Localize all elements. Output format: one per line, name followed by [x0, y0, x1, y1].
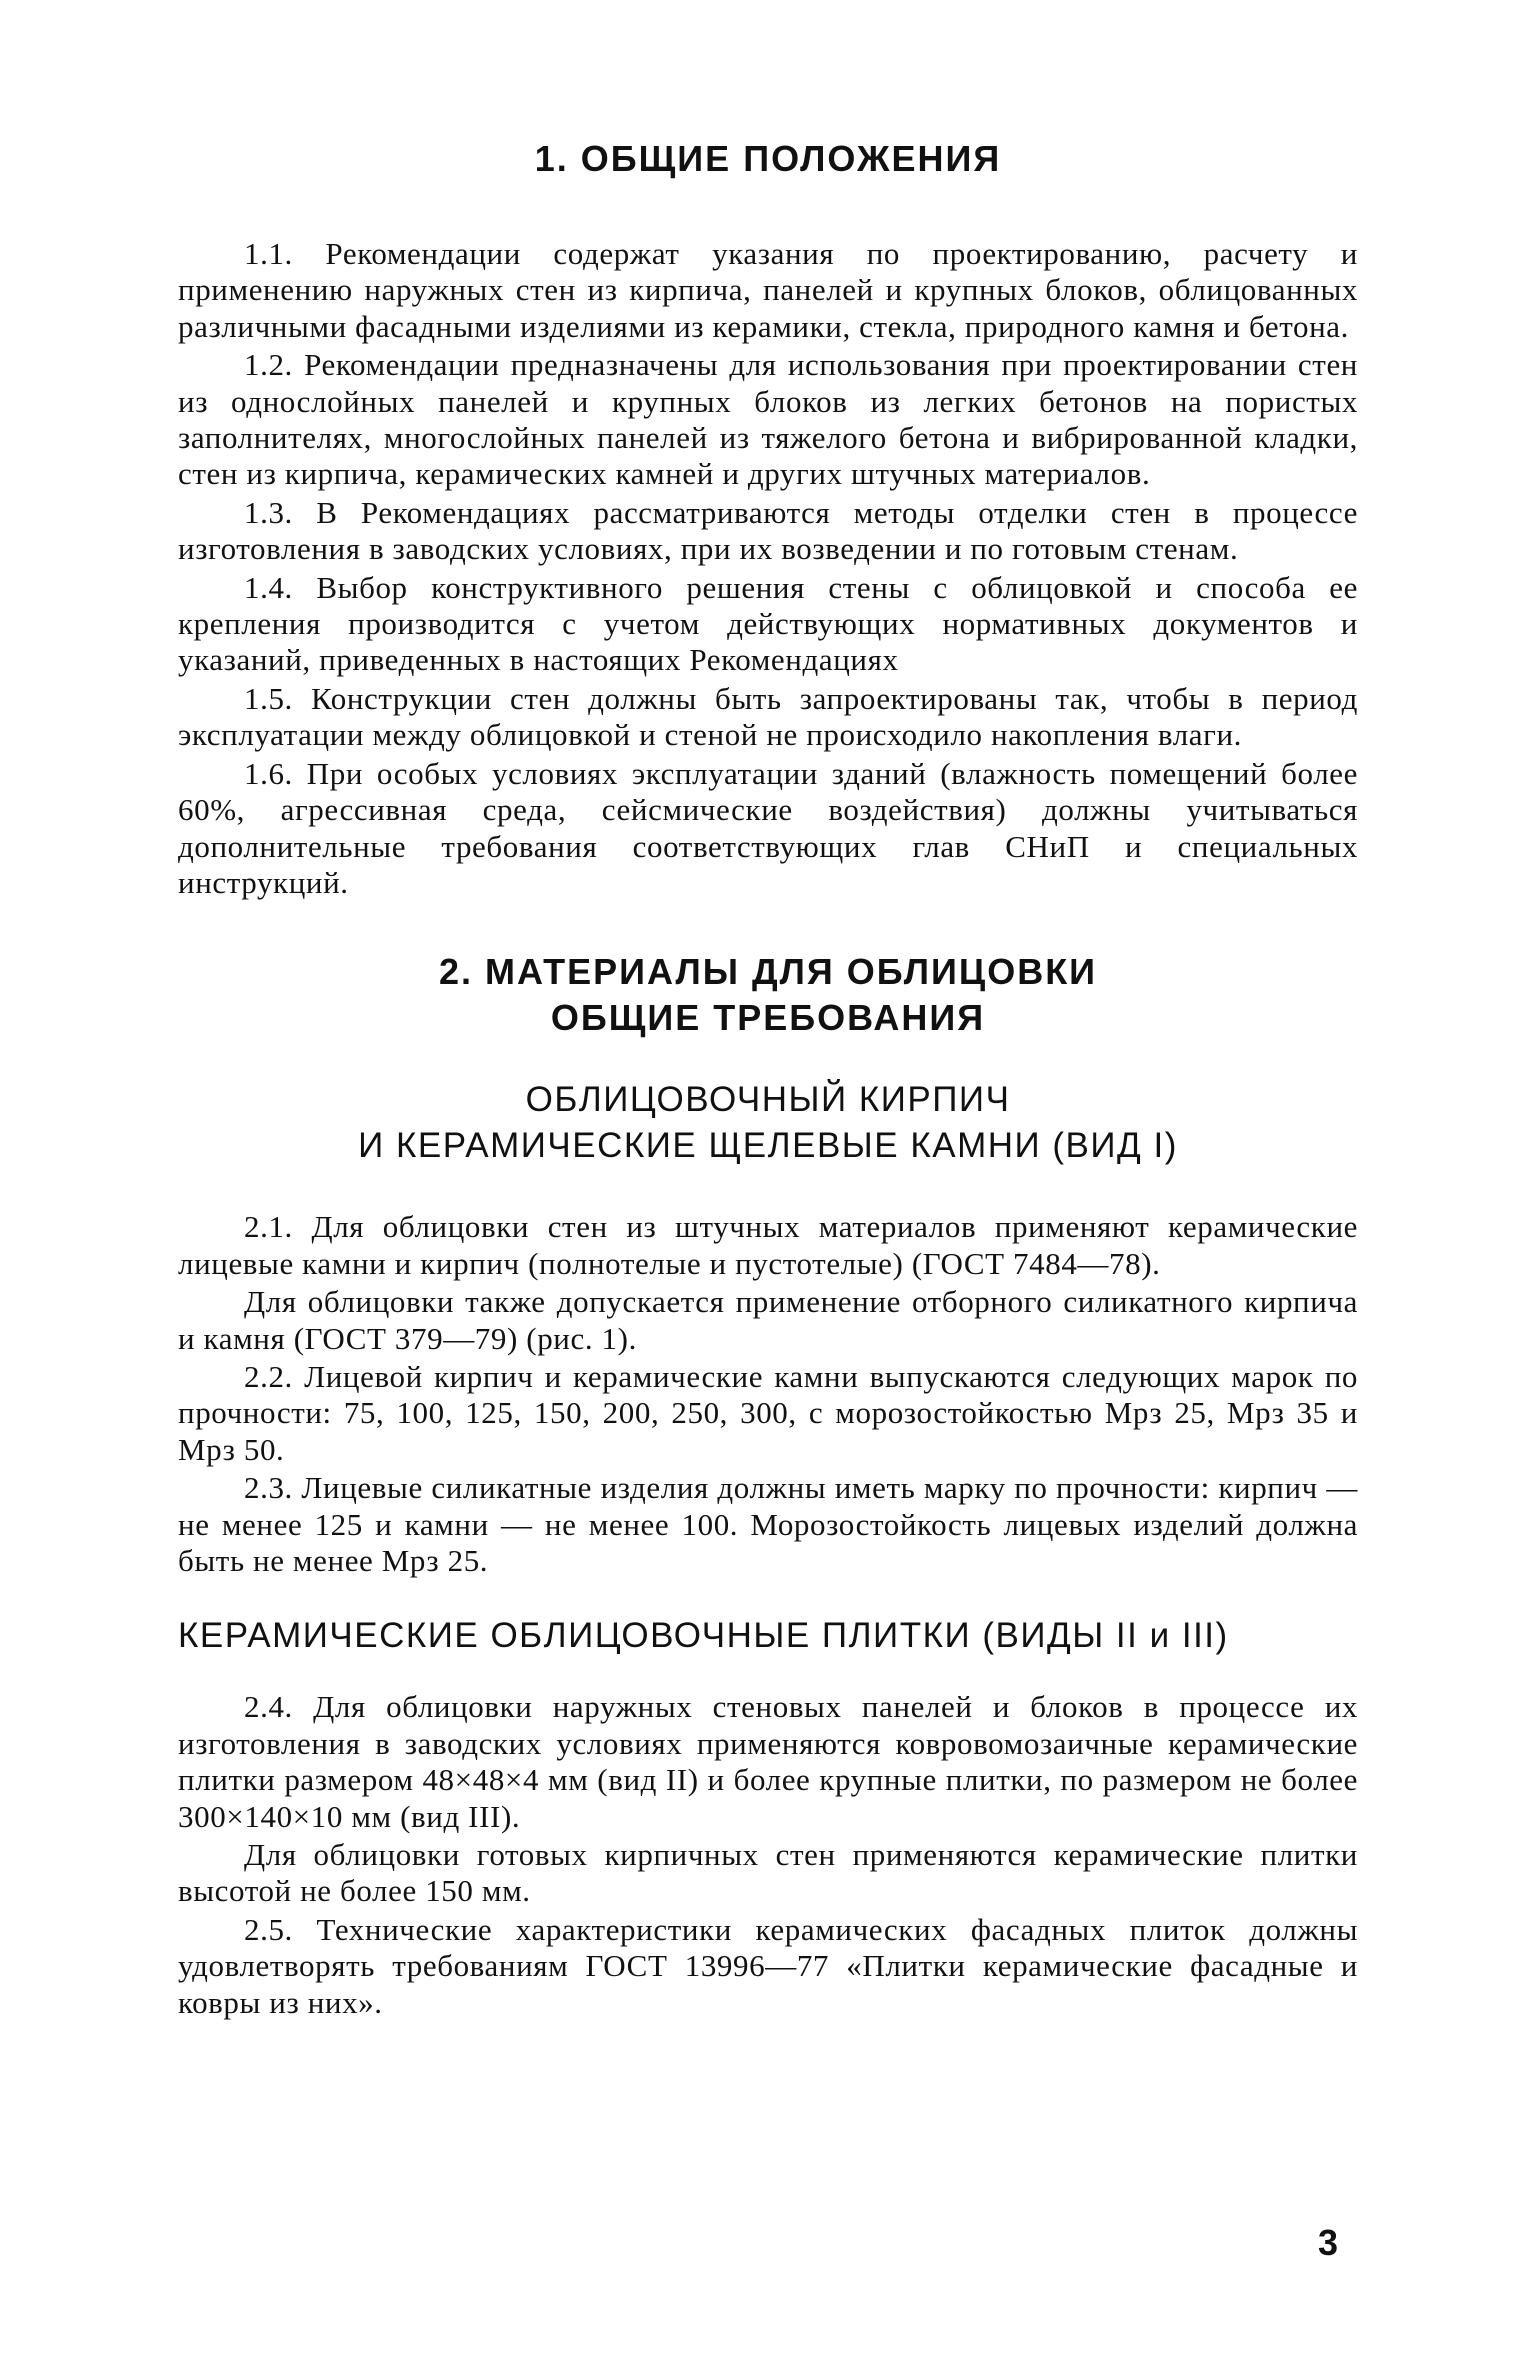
subsection-tiles-body: [178, 1689, 1358, 2021]
section-2-heading-line-2: ОБЩИЕ ТРЕБОВАНИЯ: [550, 997, 986, 1039]
paragraph-1-1: 1.1. Рекомендации содержат указания по проектированию, расчету и применению наружных стен из кирпича, панелей и крупных блоков, облицованных различными фасадными изделиями из керамики, стекла, природного камня и бетона.: [178, 236, 1358, 344]
section-2-heading-line-1: 2. МАТЕРИАЛЫ ДЛЯ ОБЛИЦОВКИ: [438, 951, 1098, 993]
section-2-heading: [178, 949, 1358, 1041]
paragraph-2-4-note: Для облицовки готовых кирпичных стен применяются керамические плитки высотой не более 150 мм.: [178, 1837, 1358, 1909]
subsection-brick-body: [178, 1209, 1358, 1579]
paragraph-2-2: 2.2. Лицевой кирпич и керамические камни выпускаются следующих марок по прочности: 75, 100, 125, 150, 200, 250, 300, с морозостойкостью Мрз 25, Мрз 35 и Мрз 50.: [178, 1358, 1358, 1467]
paragraph-1-4: 1.4. Выбор конструктивного решения стены с облицовкой и способа ее крепления производится с учетом действующих нормативных документов и указаний, приведенных в настоящих Рекомендациях: [178, 569, 1358, 678]
paragraph-1-3: 1.3. В Рекомендациях рассматриваются методы отделки стен в процессе изготовления в заводских условиях, при их возведении и по готовым стенам.: [178, 494, 1358, 567]
subsection-brick-heading: [178, 1077, 1358, 1169]
paragraph-2-1-note: Для облицовки также допускается применение отборного силикатного кирпича и камня (ГОСТ 379—79) (рис. 1).: [178, 1284, 1358, 1356]
section-1-heading: 1. ОБЩИЕ ПОЛОЖЕНИЯ: [534, 138, 1002, 179]
document-page: [178, 120, 1358, 2021]
paragraph-2-3: 2.3. Лицевые силикатные изделия должны иметь марку по прочности: кирпич — не менее 125 и камни — не менее 100. Морозостойкость лицевых изделий должна быть не менее Мрз 25.: [178, 1470, 1358, 1578]
subsection-tiles-heading: КЕРАМИЧЕСКИЕ ОБЛИЦОВОЧНЫЕ ПЛИТКИ (ВИДЫ II и III): [178, 1616, 1229, 1656]
subsection-brick-heading-line-1: ОБЛИЦОВОЧНЫЙ КИРПИЧ: [525, 1080, 1011, 1120]
paragraph-1-6: 1.6. При особых условиях эксплуатации зданий (влажность помещений более 60%, агрессивная среда, сейсмические воздействия) должны учитываться дополнительные требования соответствующих глав СНиП и специальных инструкций.: [178, 755, 1358, 900]
page-number: 3: [1318, 2222, 1339, 2263]
paragraph-2-1: 2.1. Для облицовки стен из штучных материалов применяют керамические лицевые камни и кирпич (полнотелые и пустотелые) (ГОСТ 7484—78).: [178, 1209, 1358, 1281]
paragraph-1-2: 1.2. Рекомендации предназначены для использования при проектировании стен из однослойных панелей и крупных блоков из легких бетонов на пористых заполнителях, многослойных панелей из тяжелого бетона и вибрированной кладки, стен из кирпича, керамических камней и других штучных материалов.: [178, 347, 1358, 492]
section-1-body: [178, 236, 1358, 901]
paragraph-1-5: 1.5. Конструкции стен должны быть запроектированы так, чтобы в период эксплуатации между облицовкой и стеной не происходило накопления влаги.: [178, 680, 1358, 753]
paragraph-2-4: 2.4. Для облицовки наружных стеновых панелей и блоков в процессе их изготовления в заводских условиях применяются ковровомозаичные керамические плитки размером 48×48×4 мм (вид II) и более крупные плитки, по размером не более 300×140×10 мм (вид III).: [178, 1689, 1358, 1834]
subsection-brick-heading-line-2: И КЕРАМИЧЕСКИЕ ЩЕЛЕВЫЕ КАМНИ (ВИД I): [358, 1126, 1178, 1166]
paragraph-2-5: 2.5. Технические характеристики керамических фасадных плиток должны удовлетворять требованиям ГОСТ 13996—77 «Плитки керамические фасадные и ковры из них».: [178, 1911, 1358, 2020]
